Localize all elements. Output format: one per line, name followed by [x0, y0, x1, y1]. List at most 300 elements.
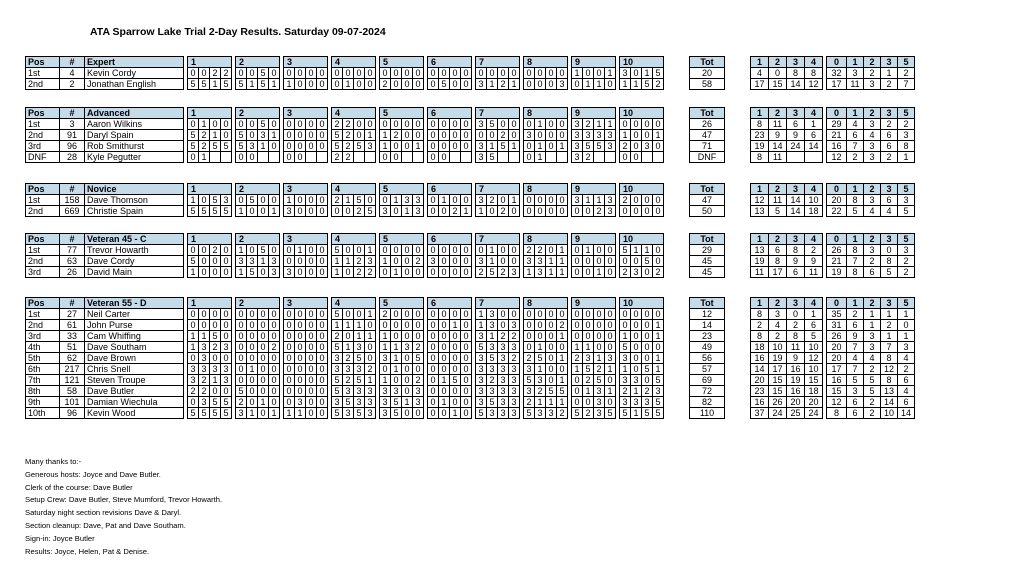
lap-score: 5	[546, 386, 557, 396]
lap-score: 2	[559, 320, 565, 330]
section-scores	[524, 353, 568, 364]
lap-score: 0	[546, 68, 557, 78]
lap-score: 0	[428, 309, 439, 319]
lap-score: 0	[402, 245, 413, 255]
section-scores	[380, 375, 424, 386]
count-a-value: 15	[805, 375, 823, 386]
section-scores	[188, 353, 232, 364]
lap-score: 1	[210, 375, 221, 385]
lap-score: 0	[402, 364, 413, 374]
section-scores	[428, 119, 472, 130]
lap-score: 0	[535, 79, 546, 89]
lap-score: 1	[367, 245, 373, 255]
count-b-value: 3	[847, 68, 864, 79]
lap-score: 3	[535, 256, 546, 266]
lap-score: 1	[631, 408, 642, 418]
count-b-value: 3	[864, 342, 881, 353]
section-scores	[476, 267, 520, 278]
lap-score: 3	[402, 195, 413, 205]
lap-score: 0	[343, 206, 354, 216]
lap-score: 0	[306, 119, 317, 129]
section-scores	[284, 267, 328, 278]
lap-score: 5	[487, 397, 498, 407]
count-b-value: 13	[881, 386, 898, 397]
section-scores	[332, 331, 376, 342]
lap-score: 0	[476, 130, 487, 140]
rider-number: 101	[60, 397, 85, 408]
lap-score: 3	[476, 397, 487, 407]
lap-scores	[620, 320, 663, 330]
lap-score: 2	[354, 267, 365, 277]
rider-row	[26, 141, 915, 152]
count-a-value: 9	[787, 256, 805, 267]
lap-score: 0	[559, 119, 565, 129]
lap-score: 0	[631, 141, 642, 151]
count-a-value: 16	[787, 386, 805, 397]
section-scores	[236, 119, 280, 130]
lap-score: 0	[428, 386, 439, 396]
lap-score: 0	[642, 267, 653, 277]
lap-scores	[188, 342, 231, 352]
lap-score: 0	[306, 130, 317, 140]
count-b-value: 8	[881, 256, 898, 267]
lap-score: 0	[284, 342, 295, 352]
lap-scores	[284, 141, 327, 151]
lap-score: 5	[450, 375, 461, 385]
spacer	[725, 375, 751, 386]
lap-scores	[476, 206, 519, 216]
count-a-value: 18	[805, 386, 823, 397]
section-scores	[524, 79, 568, 90]
lap-score: 3	[415, 397, 421, 407]
section-scores	[620, 119, 664, 130]
lap-score	[450, 152, 461, 162]
lap-score: 0	[247, 68, 258, 78]
note-line: Saturday night section revisions Dave & Daryl.	[25, 508, 182, 518]
section-header: 1	[188, 298, 232, 309]
lap-scores	[188, 331, 231, 341]
section-scores	[380, 364, 424, 375]
lap-score: 5	[236, 130, 247, 140]
lap-score: 0	[223, 119, 229, 129]
lap-score: 0	[450, 141, 461, 151]
rider-position: 4th	[26, 342, 60, 353]
section-scores	[620, 309, 664, 320]
count-b-value: 26	[827, 245, 847, 256]
section-scores	[284, 256, 328, 267]
lap-score: 2	[343, 152, 354, 162]
class-header-row	[26, 57, 915, 68]
lap-scores	[476, 256, 519, 266]
lap-score: 3	[642, 397, 653, 407]
lap-scores	[572, 68, 615, 78]
lap-score: 0	[546, 79, 557, 89]
lap-scores	[620, 256, 663, 266]
lap-score: 3	[594, 386, 605, 396]
lap-scores	[188, 320, 231, 330]
lap-scores	[332, 119, 375, 129]
lap-score: 0	[631, 195, 642, 205]
lap-score	[365, 152, 375, 162]
lap-score: 5	[620, 408, 631, 418]
note-line: Clerk of the course: Dave Butler	[25, 482, 133, 492]
lap-score: 0	[594, 342, 605, 352]
count-b-value: 4	[847, 119, 864, 130]
spacer	[664, 184, 690, 195]
section-scores	[188, 119, 232, 130]
lap-score: 3	[607, 206, 613, 216]
section-header: 4	[332, 108, 376, 119]
count-a-value: 13	[751, 206, 769, 217]
lap-score: 2	[415, 256, 421, 266]
lap-scores	[236, 206, 279, 216]
lap-score: 0	[631, 256, 642, 266]
count-a-value: 15	[769, 79, 787, 90]
lap-score: 0	[188, 353, 199, 363]
section-header: 4	[332, 234, 376, 245]
section-scores	[332, 320, 376, 331]
lap-score: 3	[476, 141, 487, 151]
count-b-value: 5	[881, 267, 898, 278]
lap-score: 0	[546, 309, 557, 319]
lap-score: 1	[511, 195, 517, 205]
count-b-value: 7	[847, 342, 864, 353]
lap-scores	[188, 386, 231, 396]
lap-score: 2	[199, 141, 210, 151]
count-b-value: 1	[898, 309, 915, 320]
section-scores	[284, 206, 328, 217]
lap-score: 0	[258, 320, 269, 330]
lap-score: 0	[428, 320, 439, 330]
section-scores	[188, 364, 232, 375]
lap-score: 0	[258, 386, 269, 396]
count-b-value: 7	[847, 141, 864, 152]
lap-score: 1	[247, 408, 258, 418]
lap-score: 0	[343, 68, 354, 78]
lap-score: 0	[607, 309, 613, 319]
lap-score: 1	[367, 375, 373, 385]
lap-score: 3	[487, 386, 498, 396]
lap-score: 0	[367, 195, 373, 205]
count-a-value: 18	[751, 342, 769, 353]
count-a-value: 15	[769, 375, 787, 386]
pos-header: Pos	[26, 108, 60, 119]
lap-score: 0	[439, 386, 450, 396]
rider-name: Daryl Spain	[85, 130, 184, 141]
lap-score: 3	[476, 119, 487, 129]
lap-score: 5	[223, 141, 229, 151]
lap-score: 0	[402, 386, 413, 396]
section-scores	[476, 195, 520, 206]
lap-scores	[524, 342, 567, 352]
lap-scores	[428, 79, 471, 89]
note-line: Results: Joyce, Helen, Pat & Denise.	[25, 546, 150, 556]
count-a-value: 0	[769, 68, 787, 79]
lap-score: 1	[402, 397, 413, 407]
lap-score: 5	[188, 206, 199, 216]
section-scores	[428, 195, 472, 206]
lap-score: 5	[487, 152, 498, 162]
lap-scores	[236, 141, 279, 151]
rider-total: 58	[690, 79, 725, 90]
lap-scores	[380, 130, 423, 140]
lap-score: 0	[236, 331, 247, 341]
lap-scores	[236, 342, 279, 352]
rider-total: 23	[690, 331, 725, 342]
spacer	[664, 206, 690, 217]
lap-scores	[188, 206, 231, 216]
count-a-value: 11	[805, 267, 823, 278]
lap-score: 0	[258, 364, 269, 374]
lap-scores	[332, 353, 375, 363]
lap-score: 0	[295, 119, 306, 129]
lap-score: 0	[428, 245, 439, 255]
lap-score: 0	[210, 267, 221, 277]
lap-scores	[332, 152, 375, 162]
count-b-value: 7	[847, 256, 864, 267]
lap-score: 1	[655, 353, 661, 363]
section-scores	[236, 195, 280, 206]
lap-score: 0	[332, 79, 343, 89]
lap-score	[509, 152, 519, 162]
section-scores	[572, 386, 616, 397]
lap-score: 3	[476, 375, 487, 385]
lap-score: 3	[415, 386, 421, 396]
lap-scores	[620, 267, 663, 277]
count-b-value: 2	[864, 364, 881, 375]
lap-score: 5	[655, 397, 661, 407]
lap-score: 1	[607, 386, 613, 396]
lap-score: 1	[583, 195, 594, 205]
lap-score: 1	[271, 79, 277, 89]
lap-score: 0	[546, 320, 557, 330]
lap-score: 0	[284, 309, 295, 319]
lap-score: 3	[391, 386, 402, 396]
lap-score: 2	[367, 364, 373, 374]
lap-scores	[572, 195, 615, 205]
rider-number: 58	[60, 386, 85, 397]
number-header: #	[60, 57, 85, 68]
count-a-value: 24	[787, 141, 805, 152]
lap-score: 0	[295, 320, 306, 330]
lap-score: 3	[498, 353, 509, 363]
lap-score: 3	[343, 408, 354, 418]
section-scores	[236, 256, 280, 267]
section-scores	[332, 397, 376, 408]
lap-score: 5	[415, 353, 421, 363]
lap-score: 5	[354, 353, 365, 363]
count-b-header: 1	[847, 234, 864, 245]
count-a-value: 6	[769, 245, 787, 256]
lap-score: 0	[402, 130, 413, 140]
lap-score: 5	[594, 375, 605, 385]
lap-scores	[284, 309, 327, 319]
class-name: Expert	[85, 57, 184, 68]
count-b-value: 3	[864, 245, 881, 256]
note-line: Setup Crew: Dave Butler, Steve Mumford, Trevor Howarth.	[25, 495, 223, 505]
section-scores	[476, 397, 520, 408]
section-scores	[332, 267, 376, 278]
count-b-value: 7	[847, 364, 864, 375]
lap-scores	[572, 206, 615, 216]
lap-score: 0	[620, 320, 631, 330]
lap-score: 0	[546, 331, 557, 341]
lap-score: 0	[498, 309, 509, 319]
rider-number: 62	[60, 353, 85, 364]
lap-score: 0	[236, 68, 247, 78]
lap-score: 0	[284, 68, 295, 78]
lap-score: 0	[535, 320, 546, 330]
rider-total: 110	[690, 408, 725, 419]
section-header: 7	[476, 57, 520, 68]
section-scores	[332, 342, 376, 353]
lap-score: 3	[380, 353, 391, 363]
lap-score: 2	[535, 386, 546, 396]
class-name: Veteran 55 - D	[85, 298, 184, 309]
count-b-value: 6	[847, 320, 864, 331]
count-b-value: 2	[881, 320, 898, 331]
lap-scores	[284, 353, 327, 363]
lap-score: 0	[306, 320, 317, 330]
lap-score: 1	[583, 386, 594, 396]
rider-number: 61	[60, 320, 85, 331]
lap-score: 0	[546, 195, 557, 205]
lap-score: 0	[524, 152, 535, 162]
lap-score: 3	[607, 195, 613, 205]
lap-score: 0	[306, 256, 317, 266]
count-a-value: 10	[805, 342, 823, 353]
lap-score: 2	[642, 386, 653, 396]
lap-score: 5	[332, 375, 343, 385]
lap-score: 0	[642, 342, 653, 352]
lap-score: 2	[210, 68, 221, 78]
count-b-value: 1	[881, 331, 898, 342]
lap-scores	[188, 375, 231, 385]
rider-total: 71	[690, 141, 725, 152]
rider-number: 96	[60, 408, 85, 419]
section-header: 6	[428, 234, 472, 245]
section-scores	[236, 206, 280, 217]
lap-score: 5	[236, 141, 247, 151]
lap-score: 0	[319, 309, 325, 319]
note-line: Generous hosts: Joyce and Dave Butler.	[25, 469, 161, 479]
section-scores	[620, 408, 664, 419]
rider-row	[26, 397, 915, 408]
lap-score: 1	[642, 245, 653, 255]
count-a-value: 37	[751, 408, 769, 419]
lap-score: 0	[439, 206, 450, 216]
rider-total: 20	[690, 68, 725, 79]
lap-score: 1	[380, 342, 391, 352]
count-b-value: 6	[881, 130, 898, 141]
section-scores	[332, 309, 376, 320]
lap-scores	[236, 353, 279, 363]
lap-score: 0	[210, 309, 221, 319]
lap-score: 0	[546, 119, 557, 129]
lap-score	[546, 152, 557, 162]
lap-score: 5	[487, 267, 498, 277]
lap-score: 5	[210, 331, 221, 341]
rider-name: Trevor Howarth	[85, 245, 184, 256]
lap-score: 1	[247, 364, 258, 374]
count-b-value: 1	[898, 152, 915, 163]
lap-score: 5	[332, 130, 343, 140]
section-scores	[188, 206, 232, 217]
section-header: 1	[188, 184, 232, 195]
lap-score: 0	[450, 386, 461, 396]
rider-row	[26, 375, 915, 386]
section-scores	[476, 320, 520, 331]
lap-score: 3	[620, 353, 631, 363]
lap-scores	[380, 206, 423, 216]
rider-position: 3rd	[26, 267, 60, 278]
lap-scores	[428, 342, 471, 352]
lap-scores	[524, 206, 567, 216]
section-scores	[524, 408, 568, 419]
lap-score: 0	[583, 206, 594, 216]
lap-score: 0	[511, 119, 517, 129]
rider-name: Dave Butler	[85, 386, 184, 397]
lap-score: 2	[511, 331, 517, 341]
section-scores	[284, 386, 328, 397]
section-scores	[476, 309, 520, 320]
lap-score: 5	[354, 408, 365, 418]
lap-score: 0	[258, 353, 269, 363]
lap-score: 0	[332, 206, 343, 216]
count-b-value: 3	[898, 245, 915, 256]
count-a-header: 1	[751, 57, 769, 68]
lap-score: 2	[594, 364, 605, 374]
lap-score: 5	[524, 375, 535, 385]
pos-header: Pos	[26, 57, 60, 68]
section-scores	[332, 119, 376, 130]
count-b-value: 3	[864, 79, 881, 90]
count-a-header: 4	[805, 57, 823, 68]
lap-scores	[428, 353, 471, 363]
lap-score: 0	[463, 320, 469, 330]
section-scores	[236, 130, 280, 141]
count-a-value: 5	[805, 331, 823, 342]
lap-score	[642, 152, 653, 162]
lap-scores	[284, 119, 327, 129]
lap-score: 3	[380, 386, 391, 396]
lap-score: 1	[380, 141, 391, 151]
section-scores	[332, 386, 376, 397]
lap-score: 0	[380, 267, 391, 277]
count-b-value: 2	[881, 152, 898, 163]
lap-scores	[620, 331, 663, 341]
lap-score: 0	[572, 397, 583, 407]
section-scores	[284, 119, 328, 130]
count-b-value: 8	[847, 267, 864, 278]
rider-total: 47	[690, 130, 725, 141]
lap-score: 0	[524, 320, 535, 330]
lap-scores	[428, 68, 471, 78]
lap-score: 1	[559, 141, 565, 151]
lap-score: 1	[559, 331, 565, 341]
lap-score: 5	[199, 79, 210, 89]
lap-score: 0	[572, 256, 583, 266]
class-name: Advanced	[85, 108, 184, 119]
lap-score: 1	[380, 256, 391, 266]
lap-scores	[332, 68, 375, 78]
count-a-value: 14	[805, 141, 823, 152]
lap-score: 0	[258, 375, 269, 385]
lap-score: 0	[559, 206, 565, 216]
section-scores	[428, 353, 472, 364]
lap-score: 0	[284, 331, 295, 341]
lap-scores	[572, 331, 615, 341]
